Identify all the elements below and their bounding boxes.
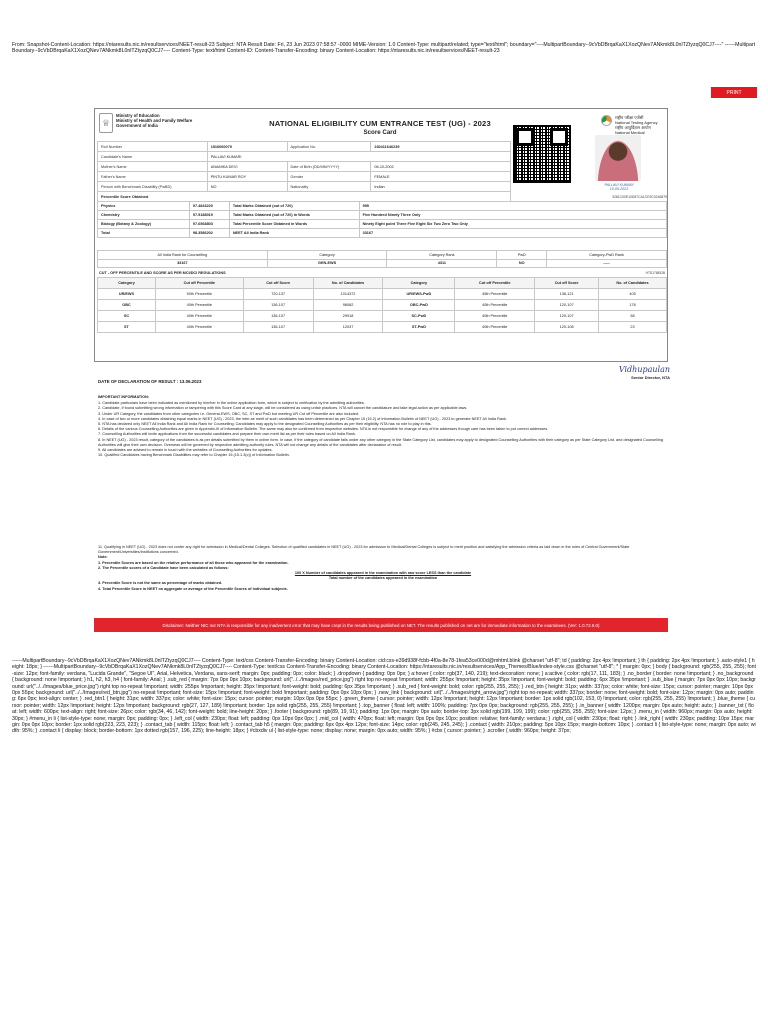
table-row — [98, 192, 511, 202]
table-row — [98, 211, 667, 220]
marks-value: 595 — [359, 202, 666, 211]
column-header: Cut off Percentile — [155, 278, 243, 289]
table-cell: UR/EWS-PwD — [383, 289, 455, 300]
physics-value: 97.4843220 — [189, 202, 229, 211]
note-item: 3. Percentile Score is not the same as percentage of marks obtained. — [98, 581, 223, 586]
nta-english: National Testing Agency — [615, 120, 658, 125]
list-item: 11. Qualifying in NEET (UG) - 2023 does not confer any right for admission in Medical/Dental Colleges. Selection of qualified candidates in NEET (UG) - 2023 for admission to Medical/Dental Colleges is subject to merit position and satisfying the admission criteria as laid down in the rules of Central Government/State Government/Universities/Institutions concerned. — [98, 545, 630, 555]
air-label: NEET All India Rank — [229, 229, 359, 238]
disclaimer-banner: Disclaimer: Neither NIC nor NTA is responsible for any inadvertent error that may have crept in the results being published on NET. The results published on net are for immediate information to the examinees. (Ver: 1.0.72.6.0) — [94, 618, 668, 632]
rank-counselling-value: 33167 — [98, 259, 268, 268]
table-cell: 40th Percentile — [455, 300, 535, 311]
table-row — [98, 300, 667, 311]
candidate-photo — [595, 135, 641, 181]
nta-emblem-icon — [601, 115, 612, 126]
cutoff-code: HTD176852B — [645, 271, 665, 275]
total-value: 98.3586202 — [189, 229, 229, 238]
rank-table — [97, 250, 667, 268]
rank-header-category-rank: Category Rank — [387, 251, 497, 260]
table-cell: 136-107 — [243, 322, 313, 333]
table-cell: OBC-PwD — [383, 300, 455, 311]
table-cell: 120-107 — [535, 311, 599, 322]
nmc-hindi: राष्ट्रीय आयुर्विज्ञान आयोग — [615, 125, 651, 130]
rank-pwd-rank-value: ----- — [547, 259, 667, 268]
css-source-text: ------MultipartBoundary--9cVbDBrqaKaX1XozQNev7ANkmk8L0nlTZtyzqQ0CJ7---- Content-Type: text/css Content-Transfer-Encoding: binary Content-Location: cid:css-e39d938f-fcbb-4f0a-8e78-1fea53ce000d@mhtml.blink @charset "utf-8"; td { padding: 2px 4px !important; } th { padding: 2px 4px !important; } .auto-style1 { height: 18px; } ------MultipartBoundary--9cVbDBrqaKaX1XozQNev7ANkmk8L0nlTZtyzqQ0CJ7---- Content-Type: text/css Content-Transfer-Encoding: binary Content-Location: https://ntaresults.nic.in/resultservices/App_Themes/Blue/index-style.css @charset "utf-8"; * { margin: 0px; } body { background: rgb(255, 255, 255); font-size: 12px; font-family: verdana, "Lucida Grande", "Segoe UI", Arial, Helvetica, Verdana, sans-serif; margin: 0px; padding: 0px; color: black; } .dropdown { padding: 0px 0px; } a:hover { color: rgb(37, 140, 219); text-decoration: none; } a:active { color: rgb(17, 111, 183); } .no_border { border: none !important; } .no_background { background: none !important; } h1, h2, h3, h4 { font-family: Arial; } .sub_red { margin: 7px 0px 0px 10px; background: url("../../Images/red_price.jpg") right top no-repeat !important; width: 255px !important; height: 35px !important; font-weight: bold; padding: 6px 35px !important; } .sub_blue { margin: 7px 0px 0px 10px; background: url("../../Images/blue_price.jpg") right top no-repeat !important; width: 255px !important; height: 35px !important; font-weight: bold; padding: 6px 35px !important; } .sub_red { font-weight: bold; color: rgb(255, 255, 255); } .red_btn { height: 31px; width: 337px; color: white; font-size: 15px; cursor: pointer; margin: 10px 0px 0px 55px; background: url("../../Images/red_btn.jpg") no-repeat !important; font-size: 15px !important; font-weight: bold !important; padding: 0px 0px 10px 0px; } .new_link { background: url("../../Images/right_arrow.jpg") right top no-repeat; width: 337px; border: none; font-weight: bold; font-size: 12px; margin: 0px auto; padding: 6px 0px; text-align: center; } .red_btn1 { height: 31px; width: 337px; color: white; font-size: 15px; cursor: pointer; margin: 10px 0px 0px 55px; } .green_theme { cursor: pointer; width: 12px !important; height: 12px !important; border: 1px solid rgb(102, 153, 0) !important; color: rgb(255, 255, 255) !important; } .blue_theme { cursor: pointer; width: 12px !important; height: 12px !important; background: rgb(27, 127, 189) !important; border: 1px solid rgb(255, 255, 255) !important; } .top_banner { float: left; width: 100%; padding: 7px 0px 0px; background: rgb(255, 255, 255); } .in_banner { width: 1200px; margin: 0px auto; height: auto; } .banner_txt { float: left; width: 600px; text-align: right; font-size: 26px; color: rgb(34, 46, 142); font-weight: bold; line-height: 20px; } .footer { background: rgb(89, 19, 91); padding: 1px 0px; margin: 0px auto; border-top: 3px solid rgb(199, 199, 199); color: rgb(255, 255, 255); font-size: 12px; } .menu_in { width: 960px; margin: 0px auto; height: 30px; } #menu_in li { list-style-type: none; margin: 0px; padding: 0px; } .left_col { width: 230px; float: left; padding: 0px 10px 0px 0px; } .mid_col { width: 470px; float: left; margin: 0px 0px 0px 10px; position: relative; font-family: verdana; } .right_col { width: 230px; float: right; } .link_right { width: 230px; padding: 10px 15px; margin: 0px 0px 10px; border: 1px solid rgb(223, 223, 223); } .contact_tab { width: 115px; float: left; } .contact_tab h5 { margin: 0px; padding: 6px 0px 4px 12px; font-size: 14px; color: rgb(245, 245, 245); } .contact { width: 210px; padding: 5px 10px 15px; margin-bottom: 10px; } .contact li { list-style-type: none; margin: 0px auto; width: 95%; } .contact li { display: block; border-bottom: 1px dotted rgb(157, 196, 225); line-height: 18px; } #cbxdiv ul { list-style-type: none; display: none; margin: 0px auto; width: 95%; } #cbx { cursor: pointer; } .scroller { width: 960px; height: 37px; — [12, 658, 756, 735]
rank-category-rank-value: 4311 — [387, 259, 497, 268]
nmc-english: National Medical — [615, 130, 645, 135]
print-button[interactable]: PRINT — [711, 87, 757, 98]
qr-code-icon — [513, 125, 571, 183]
table-cell: SC — [98, 311, 156, 322]
nationality-value: Indian — [371, 182, 511, 192]
application-value: 230411646239 — [371, 142, 511, 152]
nta-logo — [595, 113, 665, 137]
ministry-text — [116, 113, 192, 128]
table-row — [98, 172, 511, 182]
chemistry-label: Chemistry — [98, 211, 190, 220]
formula-denominator: Total number of the candidates appeared in the examination — [328, 576, 438, 581]
table-cell: ST-PwD — [383, 322, 455, 333]
note-item: 2. The Percentile scores of a Candidate have been calculated as follows: — [98, 565, 229, 570]
gender-value: FEMALE — [371, 172, 511, 182]
list-item: 7. Counselling Authorities will invite applications from the successful candidates and prepare their own merit list as per their rules based on All India Rank. — [98, 432, 356, 437]
marks-words-label: Total Marks Obtained (out of 720) in Words — [229, 211, 359, 220]
formula-numerator: 100 X Number of candidates appeared in the examination with raw score LESS than the candidate — [294, 571, 472, 576]
ministry-education: Ministry of Education — [116, 113, 160, 118]
column-header: Cut off Percentile — [455, 278, 535, 289]
table-cell: 136-107 — [243, 300, 313, 311]
candidate-info-table — [97, 141, 511, 202]
rank-header-category: Category — [267, 251, 387, 260]
mime-header-text: From: Snapshot-Content-Location: https://ntaresults.nic.in/resultservices/NEET-result-23 Subject: NTA Result Date: Fri, 23 Jun 2023 07:58:57 -0000 MIME-Version: 1.0 Content-Type: multipart/related; type="text/html"; boundary="----MultipartBoundary--9cVbDBrqaKaX1XozQNev7ANkmk8L0nlTZtyzqQ0CJ7----" ------MultipartBoundary--9cVbDBrqaKaX1XozQNev7ANkmk8L0nlTZtyzqQ0CJ7---- Content-Type: text/html Content-ID: Content-Transfer-Encoding: binary Content-Location: https://ntaresults.nic.in/resultservices/NEET-result-23 — [12, 42, 756, 55]
table-cell: 136-121 — [535, 289, 599, 300]
table-cell: 58 — [599, 311, 667, 322]
table-cell: 50th Percentile — [155, 289, 243, 300]
table-cell: 45th Percentile — [455, 289, 535, 300]
application-label: Application No. — [287, 142, 371, 152]
important-heading: IMPORTANT INFORMATION: — [98, 395, 150, 399]
page-subtitle: Score Card — [363, 129, 397, 136]
percentile-words-value: Ninety Eight point Three Five Eight Six Two Zero Two Only — [359, 220, 666, 229]
rank-category-value: GEN-EWS — [267, 259, 387, 268]
list-item: 9. All candidates are advised to remain in touch with the websites of Counselling Authorities for updates. — [98, 448, 273, 453]
air-value: 33167 — [359, 229, 666, 238]
notes-section — [98, 545, 668, 592]
biology-label: Biology (Botany & Zoology) — [98, 220, 190, 229]
table-cell: 40th Percentile — [455, 322, 535, 333]
table-row — [98, 289, 667, 300]
mother-value: ANAMIKA DEVI — [207, 162, 287, 172]
note-item: 1. Percentile Scores are based on the relative performance of all those who appeared for the examination. — [98, 560, 289, 565]
table-cell: 1014372 — [313, 289, 383, 300]
signature-title: Senior Director, NTA — [631, 375, 670, 380]
table-cell: 98082 — [313, 300, 383, 311]
marks-words-value: Five Hundred Ninety Three Only — [359, 211, 666, 220]
table-row — [98, 220, 667, 229]
table-cell: 720-137 — [243, 289, 313, 300]
list-item: 6. Details of the various Counselling Authorities are given in Appendix-III of Information Bulletin. The same may also be confirmed from respective websites. NTA is not responsible for change of any of the addresses though care has been taken to put correct addresses. — [98, 427, 549, 432]
table-row — [98, 311, 667, 322]
table-row — [98, 259, 667, 268]
physics-label: Physics — [98, 202, 190, 211]
pwd-value: NO — [207, 182, 287, 192]
column-header: Category — [383, 278, 455, 289]
rank-header-pwd-rank: Category-PwD Rank — [547, 251, 667, 260]
percentile-heading: Percentile Score Obtained — [98, 192, 511, 202]
cutoff-heading: CUT - OFF PERCENTILE AND SCORE AS PER MCI/DCI REGULATIONS — [99, 271, 226, 275]
column-header: No. of Candidates — [313, 278, 383, 289]
verification-code: 3281C00E10D87CA1CE3C0246879 — [612, 195, 667, 199]
table-cell: 40th Percentile — [455, 311, 535, 322]
score-card — [94, 108, 668, 362]
table-cell: ST — [98, 322, 156, 333]
name-label: Candidate's Name — [98, 152, 208, 162]
father-value: PINTU KUMAR ROY — [207, 172, 287, 182]
national-emblem-icon: ♕ — [99, 113, 113, 133]
percentile-words-label: Total Percentile Score Obtained in Words — [229, 220, 359, 229]
nta-hindi: राष्ट्रीय परीक्षा एजेंसी — [615, 115, 644, 120]
list-item: 8. In NEET (UG) - 2023 result, category of the candidates is as per details submitted by them in online form. In case, if the category of candidate falls under any other category in the State Category List, candidates may apply to designated Counselling Authorities with their category as per State Category List, and designated Counselling Authorities will give their own decision. Overseas will be governed by respective admitting authority rules. NTA will not change any details of the candidates after declaration of result. — [98, 437, 663, 447]
table-cell: UR/EWS — [98, 289, 156, 300]
table-row — [98, 142, 511, 152]
table-cell: 176 — [599, 300, 667, 311]
rank-pwd-value: NO — [497, 259, 547, 268]
table-cell: 136-107 — [243, 311, 313, 322]
table-cell: 40th Percentile — [155, 322, 243, 333]
table-cell: OBC — [98, 300, 156, 311]
page-title: NATIONAL ELIGIBILITY CUM ENTRANCE TEST (UG) - 2023 — [269, 119, 491, 128]
table-row — [98, 251, 667, 260]
photo-caption — [591, 183, 647, 192]
column-header: No. of Candidates — [599, 278, 667, 289]
nationality-label: Nationality — [287, 182, 371, 192]
note-label: Note: — [98, 555, 108, 560]
pwd-label: Person with Benchmark Disability (PwBD) — [98, 182, 208, 192]
total-label: Total — [98, 229, 190, 238]
photo-caption-date: 10-06-2023 — [609, 187, 629, 192]
roll-label: Roll Number — [98, 142, 208, 152]
dob-value: 06-10-2002 — [371, 162, 511, 172]
list-item: 1. Candidate particulars have been indicated as mentioned by him/her in the online application form, which is subject to verification by the admitting authorities. — [98, 401, 365, 406]
list-item: 3. Under UR Category, the candidates from other categories i.e. General-EWS, OBC, SC, ST and PwD but meeting UR Cut off Percentile are also included. — [98, 411, 360, 416]
score-card-header — [245, 119, 515, 136]
table-row — [98, 162, 511, 172]
table-cell: 40th Percentile — [155, 311, 243, 322]
chemistry-value: 97.5188019 — [189, 211, 229, 220]
list-item: 5. NTA has declared only NEET All India Rank and All India Rank for Counselling. Candidates may apply to the designated Counselling Authorities as per their eligibility. NTA has no role to play in this. — [98, 422, 432, 427]
table-cell: 40th Percentile — [155, 300, 243, 311]
table-header-row — [98, 278, 667, 289]
mother-label: Mother's Name — [98, 162, 208, 172]
cutoff-table — [97, 277, 667, 333]
declaration-date: DATE OF DECLARATION OF RESULT : 13.06.2023 — [98, 379, 202, 384]
table-row — [98, 229, 667, 238]
table-cell: 120-107 — [535, 300, 599, 311]
rank-header-counselling: All India Rank for Counselling — [98, 251, 268, 260]
table-row — [98, 322, 667, 333]
table-row — [98, 202, 667, 211]
note-item: 4. Total Percentile Score in NEET on aggregate or average of the Percentile Scores of individual subjects. — [98, 586, 288, 591]
important-information — [98, 395, 668, 458]
biology-value: 97.6568803 — [189, 220, 229, 229]
list-item: 10. Qualified Candidates having Benchmark Disabilities may refer to Chapter 15 (15.1.3(c)) of Information Bulletin. — [98, 453, 290, 458]
marks-label: Total Marks Obtained (out of 720) — [229, 202, 359, 211]
government-logo — [99, 113, 219, 137]
signature-mark: Vidhupaulan — [618, 365, 670, 374]
column-header: Cut off Score — [243, 278, 313, 289]
father-label: Father's Name — [98, 172, 208, 182]
table-row — [98, 152, 511, 162]
table-cell: 29918 — [313, 311, 383, 322]
gender-label: Gender — [287, 172, 371, 182]
list-item: 4. In case of two or more candidates obtaining equal marks in NEET (UG) - 2023, the inter-se merit of such candidates has been determined as per Chapter 15 (15.2) of Information Bulletin of NEET (UG) - 2023 to generate NEET All India Rank. — [98, 416, 508, 421]
table-row — [98, 182, 511, 192]
dob-label: Date of Birth (DD/MM/YYYY) — [287, 162, 371, 172]
table-cell: 405 — [599, 289, 667, 300]
signature-block — [600, 365, 670, 380]
photo-caption-name: PALLAVI KUMARI — [604, 183, 634, 187]
name-value: PALLAVI KUMARI — [207, 152, 510, 162]
table-cell: 120-108 — [535, 322, 599, 333]
table-cell: 12037 — [313, 322, 383, 333]
table-cell: 23 — [599, 322, 667, 333]
score-table — [97, 201, 667, 238]
column-header: Cut off Score — [535, 278, 599, 289]
column-header: Category — [98, 278, 156, 289]
government-of-india: Government of India — [116, 123, 158, 128]
list-item: 2. Candidate, if found submitting wrong information or tampering with this Score Card at any stage, will be considered as using unfair practices. NTA will cancel the candidature and take legal action as per applicable laws. — [98, 406, 468, 411]
rank-header-pwd: PwD — [497, 251, 547, 260]
roll-value: 1516060079 — [207, 142, 287, 152]
ministry-health: Ministry of Health and Family Welfare — [116, 118, 193, 123]
table-cell: SC-PwD — [383, 311, 455, 322]
